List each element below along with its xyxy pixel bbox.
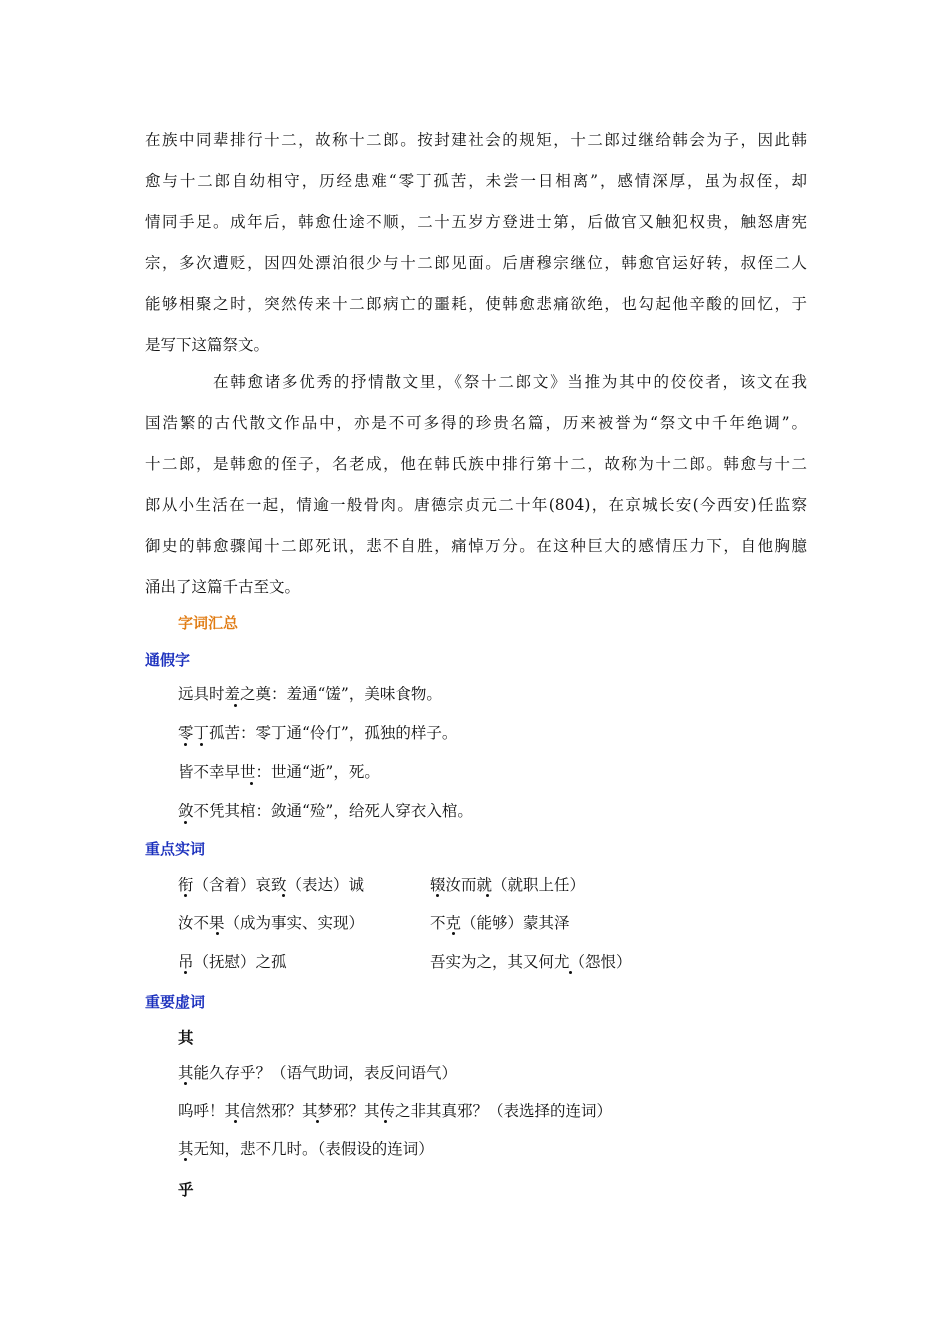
emphasis-dot [184, 1082, 187, 1085]
para2-line: 郎从小生活在一起，情逾一般骨肉。唐德宗贞元二十年(804)，在京城长安(今西安)任监察 [145, 496, 807, 514]
intro-line: 是写下这篇祭文。 [145, 336, 270, 354]
shici-heading: 重点实词 [145, 840, 206, 858]
shici-item: 吾实为之，其又何尤（怨恨） [430, 953, 632, 971]
shici-item: 汝不果（成为事实、实现） [178, 914, 365, 932]
para2-line: 国浩繁的古代散文作品中，亦是不可多得的珍贵名篇，历来被誉为“祭文中千年绝调”。 [145, 414, 807, 432]
shici-item: 衔（含着）哀致（表达）诚 [178, 876, 365, 894]
emphasis-dot [184, 1158, 187, 1161]
xuci-heading: 重要虚词 [145, 993, 206, 1011]
intro-line: 能够相聚之时，突然传来十二郎病亡的噩耗，使韩愈悲痛欲绝，也勾起他辛酸的回忆，于 [145, 295, 807, 313]
para2-line: 在韩愈诸多优秀的抒情散文里，《祭十二郎文》当推为其中的佼佼者，该文在我 [213, 373, 807, 391]
emphasis-dot [216, 932, 219, 935]
emphasis-dot [384, 1120, 387, 1123]
xuci-hu-label: 乎 [178, 1180, 194, 1199]
intro-line: 愈与十二郎自幼相守，历经患难“零丁孤苦，未尝一日相离”，感情深厚，虽为叔侄，却 [145, 172, 807, 190]
intro-line: 宗，多次遭贬，因四处漂泊很少与十二郎见面。后唐穆宗继位，韩愈官运好转，叔侄二人 [145, 254, 807, 272]
xuci-qi-label: 其 [178, 1028, 194, 1047]
emphasis-dot [282, 894, 285, 897]
emphasis-dot [234, 1120, 237, 1123]
emphasis-dot [436, 894, 439, 897]
intro-line: 情同手足。成年后，韩愈仕途不顺，二十五岁方登进士第，后做官又触犯权贵，触怒唐宪 [145, 213, 807, 231]
emphasis-dot [200, 743, 203, 746]
emphasis-dot [250, 782, 253, 785]
emphasis-dot [316, 1120, 319, 1123]
para2-line: 御史的韩愈骤闻十二郎死讯，悲不自胜，痛悼万分。在这种巨大的感情压力下，自他胸臆 [145, 537, 807, 555]
xuci-item: 其能久存乎？（语气助词，表反问语气） [178, 1064, 458, 1082]
tongjiazi-heading: 通假字 [145, 651, 191, 669]
emphasis-dot [184, 743, 187, 746]
intro-line: 在族中同辈排行十二，故称十二郎。按封建社会的规矩，十二郎过继给韩会为子，因此韩 [145, 131, 807, 149]
emphasis-dot [486, 894, 489, 897]
shici-item: 不克（能够）蒙其泽 [430, 914, 570, 932]
xuci-item: 其无知，悲不几时。（表假设的连词） [178, 1140, 434, 1158]
para2-line: 十二郎，是韩愈的侄子，名老成，他在韩氏族中排行第十二，故称为十二郎。韩愈与十二 [145, 455, 807, 473]
section-title: 字词汇总 [178, 614, 239, 632]
tongjiazi-item: 远具时羞之奠：羞通“馐”，美味食物。 [178, 685, 442, 703]
para2-line: 涌出了这篇千古至文。 [145, 578, 301, 596]
emphasis-dot [184, 971, 187, 974]
tongjiazi-item: 皆不幸早世：世通“逝”，死。 [178, 763, 380, 781]
shici-item: 辍汝而就（就职上任） [430, 876, 586, 894]
emphasis-dot [184, 894, 187, 897]
emphasis-dot [184, 821, 187, 824]
emphasis-dot [234, 704, 237, 707]
emphasis-dot [452, 932, 455, 935]
shici-item: 吊（抚慰）之孤 [178, 953, 287, 971]
xuci-item: 呜呼！其信然邪？其梦邪？其传之非其真邪？（表选择的连词） [178, 1102, 613, 1120]
tongjiazi-item: 零丁孤苦：零丁通“伶仃”，孤独的样子。 [178, 724, 458, 742]
emphasis-dot [569, 971, 572, 974]
tongjiazi-item: 敛不凭其棺：敛通“殓”，给死人穿衣入棺。 [178, 802, 473, 820]
